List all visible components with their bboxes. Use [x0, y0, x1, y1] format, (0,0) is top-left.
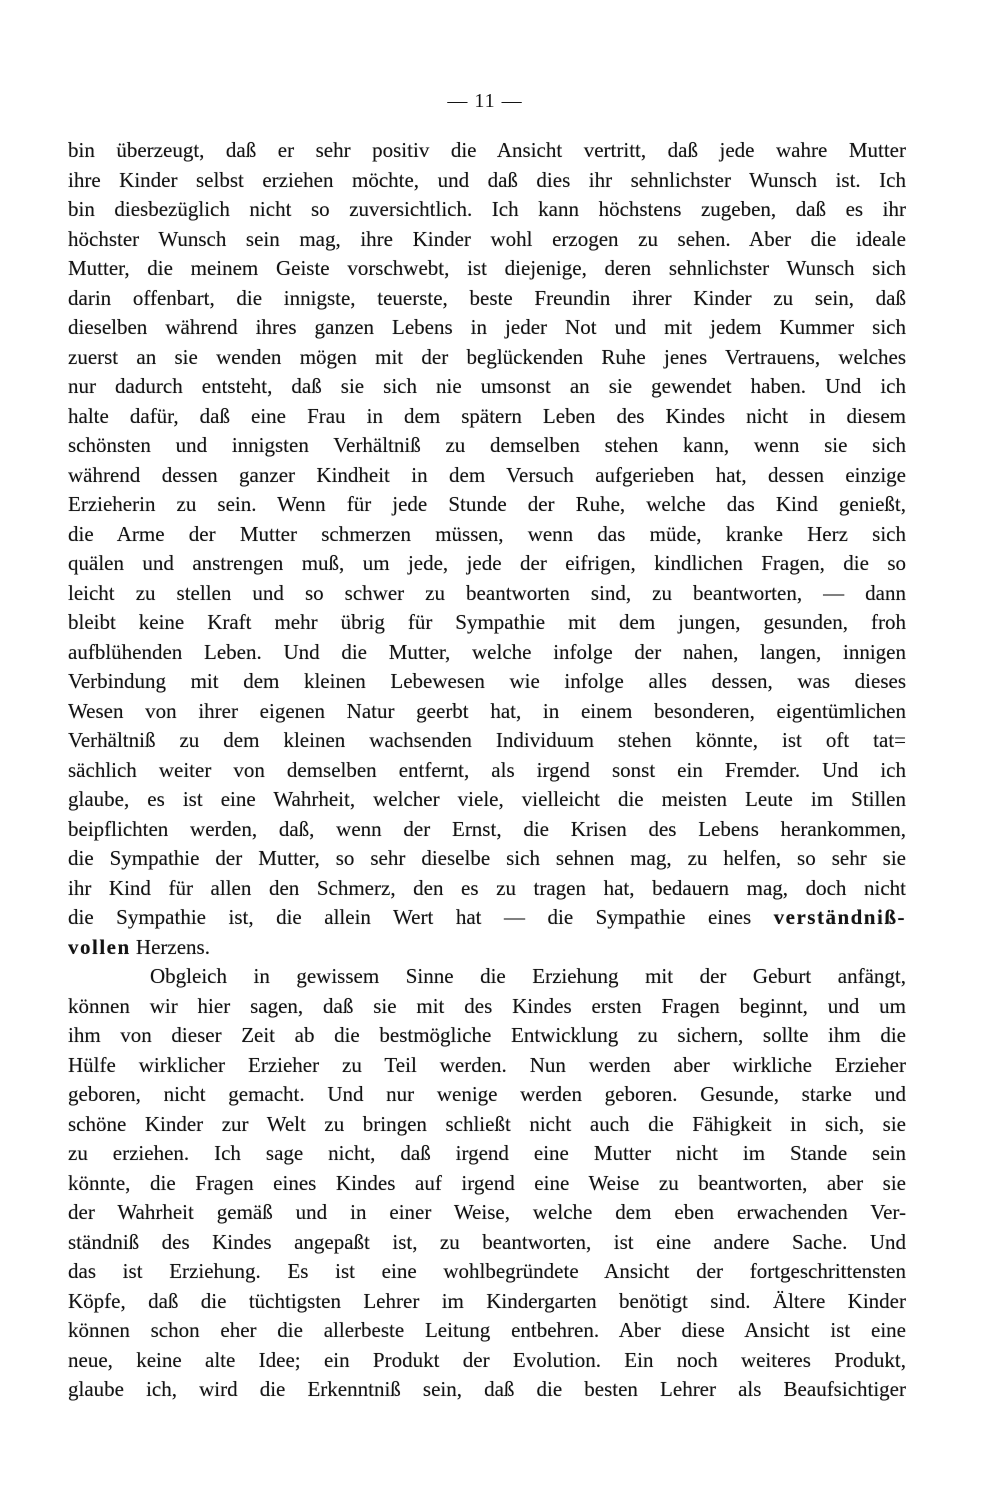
text-line-emphasis [68, 903, 906, 933]
text-line-closing [68, 933, 906, 963]
text-line: schönsten und innigsten Verhältniß zu demselben stehen kann, wenn sie sich [68, 433, 906, 457]
text-line: das ist Erziehung. Es ist eine wohlbegründete Ansicht der fortgeschrittensten [68, 1259, 906, 1283]
text-line: aufblühenden Leben. Und die Mutter, welche infolge der nahen, langen, innigen [68, 639, 906, 664]
text-line: Obgleich in gewissem Sinne die Erziehung mit der Geburt anfängt, [150, 964, 906, 988]
text-line: glaube, es ist eine Wahrheit, welcher viele, vielleicht die meisten Leute im Stillen [68, 787, 906, 811]
text-segment: die Sympathie ist, die allein Wert hat — die Sympathie eines [68, 905, 774, 929]
text-line: ihr Kind für allen den Schmerz, den es zu tragen hat, bedauern mag, doch nicht [68, 875, 906, 900]
text-line: ihre Kinder selbst erziehen möchte, und daß dies ihr sehnlichster Wunsch ist. Ich [68, 167, 906, 192]
text-line: ständniß des Kindes angepaßt ist, zu beantworten, ist eine andere Sache. Und [68, 1229, 906, 1254]
text-line: geboren, nicht gemacht. Und nur wenige werden geboren. Gesunde, starke und [68, 1082, 906, 1106]
emphasized-word: vollen [68, 934, 131, 959]
text-line: höchster Wunsch sein mag, ihre Kinder wohl erzogen zu sehen. Aber die ideale [68, 226, 906, 251]
page-number: — 11 — [447, 90, 523, 112]
text-line: Verhältniß zu dem kleinen wachsenden Individuum stehen könnte, ist oft tat= [68, 728, 906, 752]
text-line: ihm von dieser Zeit ab die bestmögliche Entwicklung zu sichern, sollte ihm die [68, 1023, 906, 1047]
paragraph [68, 962, 906, 1405]
text-line: zu erziehen. Ich sage nicht, daß irgend eine Mutter nicht im Stande sein [68, 1141, 906, 1165]
text-line: die Sympathie der Mutter, so sehr dieselbe sich sehnen mag, zu helfen, so sehr sie [68, 846, 906, 870]
text-line: Mutter, die meinem Geiste vorschwebt, ist diejenige, deren sehnlichster Wunsch sich [68, 256, 906, 280]
text-line: können schon eher die allerbeste Leitung entbehren. Aber diese Ansicht ist eine [68, 1318, 906, 1342]
text-line: sächlich weiter von demselben entfernt, als irgend sonst ein Fremder. Und ich [68, 757, 906, 782]
text-line: glaube ich, wird die Erkenntniß sein, daß die besten Lehrer als Beaufsichtiger [68, 1377, 906, 1401]
text-segment: Herzens. [130, 934, 210, 959]
text-line: Erzieherin zu sein. Wenn für jede Stunde der Ruhe, welche das Kind genießt, [68, 492, 906, 516]
text-line: die Arme der Mutter schmerzen müssen, wenn das müde, kranke Herz sich [68, 521, 906, 546]
text-line: neue, keine alte Idee; ein Produkt der Evolution. Ein noch weiteres Produkt, [68, 1347, 906, 1372]
text-line: darin offenbart, die innigste, teuerste, beste Freundin ihrer Kinder zu sein, daß [68, 285, 906, 310]
text-line: können wir hier sagen, daß sie mit des Kindes ersten Fragen beginnt, und um [68, 993, 906, 1018]
text-line: Wesen von ihrer eigenen Natur geerbt hat, in einem besonderen, eigentümlichen [68, 698, 906, 723]
text-line: könnte, die Fragen eines Kindes auf irgend eine Weise zu beantworten, aber sie [68, 1170, 906, 1195]
text-line: leicht zu stellen und so schwer zu beantworten sind, zu beantworten, — dann [68, 580, 906, 605]
text-line: während dessen ganzer Kindheit in dem Versuch aufgerieben hat, dessen einzige [68, 462, 906, 487]
text-line: nur dadurch entsteht, daß sie sich nie umsonst an sie gewendet haben. Und ich [68, 374, 906, 398]
text-line: schöne Kinder zur Welt zu bringen schließt nicht auch die Fähigkeit in sich, sie [68, 1111, 906, 1136]
text-line: Hülfe wirklicher Erzieher zu Teil werden. Nun werden aber wirkliche Erzieher [68, 1052, 906, 1077]
text-line: dieselben während ihres ganzen Lebens in jeder Not und mit jedem Kummer sich [68, 315, 906, 339]
text-line: zuerst an sie wenden mögen mit der beglückenden Ruhe jenes Vertrauens, welches [68, 344, 906, 369]
text-line: der Wahrheit gemäß und in einer Weise, welche dem eben erwachenden Ver- [68, 1200, 906, 1224]
emphasized-word: verständniß- [773, 905, 906, 929]
text-line: quälen und anstrengen muß, um jede, jede der eifrigen, kindlichen Fragen, die so [68, 551, 906, 575]
text-line: beipflichten werden, daß, wenn der Ernst, die Krisen des Lebens herankommen, [68, 816, 906, 841]
text-line: bin überzeugt, daß er sehr positiv die Ansicht vertritt, daß jede wahre Mutter [68, 138, 906, 162]
page-body [68, 136, 906, 1405]
text-line: Verbindung mit dem kleinen Lebewesen wie infolge alles dessen, was dieses [68, 669, 906, 693]
text-line: halte dafür, daß eine Frau in dem spätern Leben des Kindes nicht in diesem [68, 403, 906, 428]
text-line: Köpfe, daß die tüchtigsten Lehrer im Kindergarten benötigt sind. Ältere Kinder [68, 1288, 906, 1313]
text-line: bleibt keine Kraft mehr übrig für Sympathie mit dem jungen, gesunden, froh [68, 610, 906, 634]
text-line: bin diesbezüglich nicht so zuversichtlich. Ich kann höchstens zugeben, daß es ihr [68, 197, 906, 221]
paragraph [68, 136, 906, 962]
